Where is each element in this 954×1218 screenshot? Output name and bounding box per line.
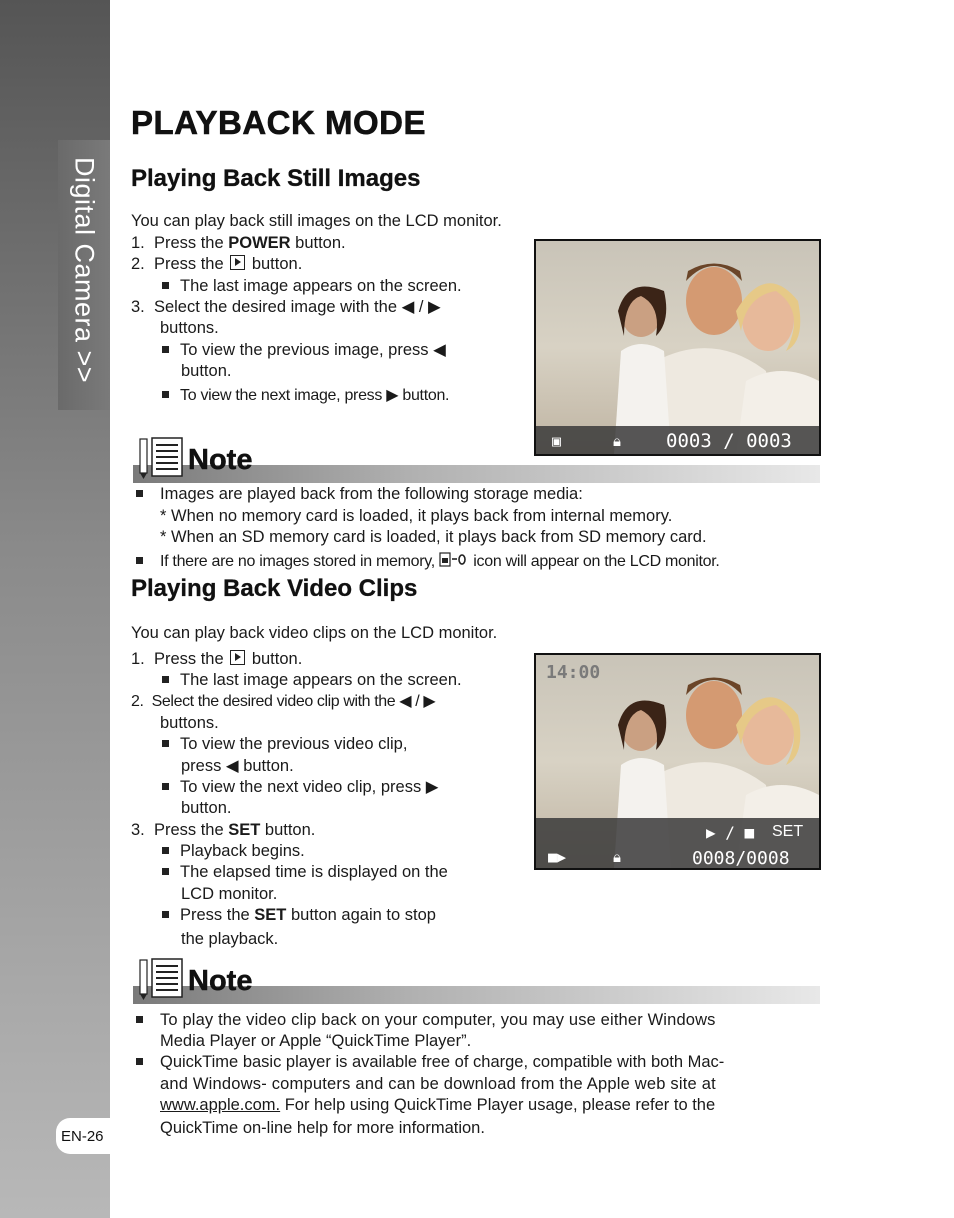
- note2-bullet-2-cont: and Windows- computers and can be download from the Apple web site at: [160, 1075, 716, 1093]
- note-label: Note: [188, 444, 253, 476]
- video-step-2: 2. Select the desired video clip with the ◀ / ▶: [131, 693, 436, 710]
- still-bullet-prev: To view the previous image, press ◀: [162, 340, 446, 361]
- video-bullet-next-cont: button.: [181, 799, 232, 817]
- bullet: [136, 1058, 143, 1065]
- still-intro: You can play back still images on the LCD monitor.: [131, 212, 502, 230]
- elapsed-time: 14:00: [546, 662, 601, 683]
- play-stop-icon: ▶ / ■: [706, 823, 755, 842]
- video-step-3: 3. Press the SET button.: [131, 821, 316, 839]
- bullet: [136, 1016, 143, 1023]
- still-step-1: 1. Press the POWER button.: [131, 234, 346, 252]
- family-photo: [536, 241, 819, 454]
- video-step-1: 1. Press the button.: [131, 650, 303, 668]
- lock-icon: 🔒︎: [613, 432, 621, 450]
- playback-button-icon: [230, 650, 245, 665]
- still-step-2-bullet: The last image appears on the screen.: [162, 276, 462, 297]
- note-icon: [138, 436, 186, 480]
- video-heading: Playing Back Video Clips: [131, 575, 418, 602]
- video-intro: You can play back video clips on the LCD monitor.: [131, 624, 498, 642]
- video-step-3-bullet-2: The elapsed time is displayed on the: [162, 862, 448, 883]
- note2-bullet-2-line3: www.apple.com. For help using QuickTime Player usage, please refer to the: [160, 1096, 716, 1114]
- video-step-3-bullet-3-cont: the playback.: [181, 930, 279, 948]
- page-title: PLAYBACK MODE: [131, 104, 426, 141]
- video-mode-icon: ■▶: [548, 848, 567, 866]
- still-heading: Playing Back Still Images: [131, 165, 421, 192]
- camera-mode-icon: ▣: [552, 432, 562, 450]
- note1-sub-1: * When no memory card is loaded, it plays back from internal memory.: [160, 507, 673, 525]
- still-image-screen: [534, 239, 821, 456]
- clip-counter: 0008/0008: [692, 848, 790, 869]
- video-bullet-prev-cont: press ◀ button.: [181, 757, 294, 775]
- still-step-3: 3. Select the desired image with the ◀ / ▶: [131, 298, 441, 316]
- video-bullet-next: To view the next video clip, press ▶: [162, 777, 438, 798]
- note1-sub-2: * When an SD memory card is loaded, it plays back from SD memory card.: [160, 528, 707, 546]
- video-bullet-prev: To view the previous video clip,: [162, 734, 407, 755]
- bullet: [136, 557, 143, 564]
- page-number: EN-26: [61, 1128, 104, 1145]
- still-bullet-prev-cont: button.: [181, 362, 232, 380]
- still-bullet-next: To view the next image, press ▶ button.: [162, 385, 449, 406]
- set-label: SET: [772, 823, 804, 840]
- no-image-icon: [439, 552, 469, 567]
- image-counter: 0003 / 0003: [666, 430, 792, 452]
- note2-bullet-2: QuickTime basic player is available free of charge, compatible with both Mac-: [160, 1053, 725, 1071]
- video-clip-screen: [534, 653, 821, 870]
- still-step-3-cont: buttons.: [160, 319, 219, 337]
- note2-bullet-2-line4: QuickTime on-line help for more information.: [160, 1119, 485, 1137]
- lock-icon: 🔒︎: [613, 848, 621, 866]
- video-step-3-bullet-2-cont: LCD monitor.: [181, 885, 278, 903]
- video-step-1-bullet: The last image appears on the screen.: [162, 670, 462, 691]
- note-label: Note: [188, 965, 253, 997]
- note1-bullet-1: Images are played back from the following storage media:: [160, 485, 583, 503]
- video-step-2-cont: buttons.: [160, 714, 219, 732]
- note1-bullet-2: If there are no images stored in memory, icon will appear on the LCD monitor.: [160, 553, 720, 570]
- still-step-2: 2. Press the button.: [131, 255, 303, 273]
- note2-bullet-1-cont: Media Player or Apple “QuickTime Player”.: [160, 1032, 472, 1050]
- note2-bullet-1: To play the video clip back on your computer, you may use either Windows: [160, 1011, 716, 1029]
- note-icon: [138, 957, 186, 1001]
- apple-website-link[interactable]: www.apple.com.: [160, 1096, 281, 1114]
- playback-button-icon: [230, 255, 245, 270]
- section-label: Digital Camera >>: [69, 156, 100, 384]
- video-step-3-bullet-3: Press the SET button again to stop: [162, 905, 436, 926]
- bullet: [136, 490, 143, 497]
- video-step-3-bullet-1: Playback begins.: [162, 841, 305, 862]
